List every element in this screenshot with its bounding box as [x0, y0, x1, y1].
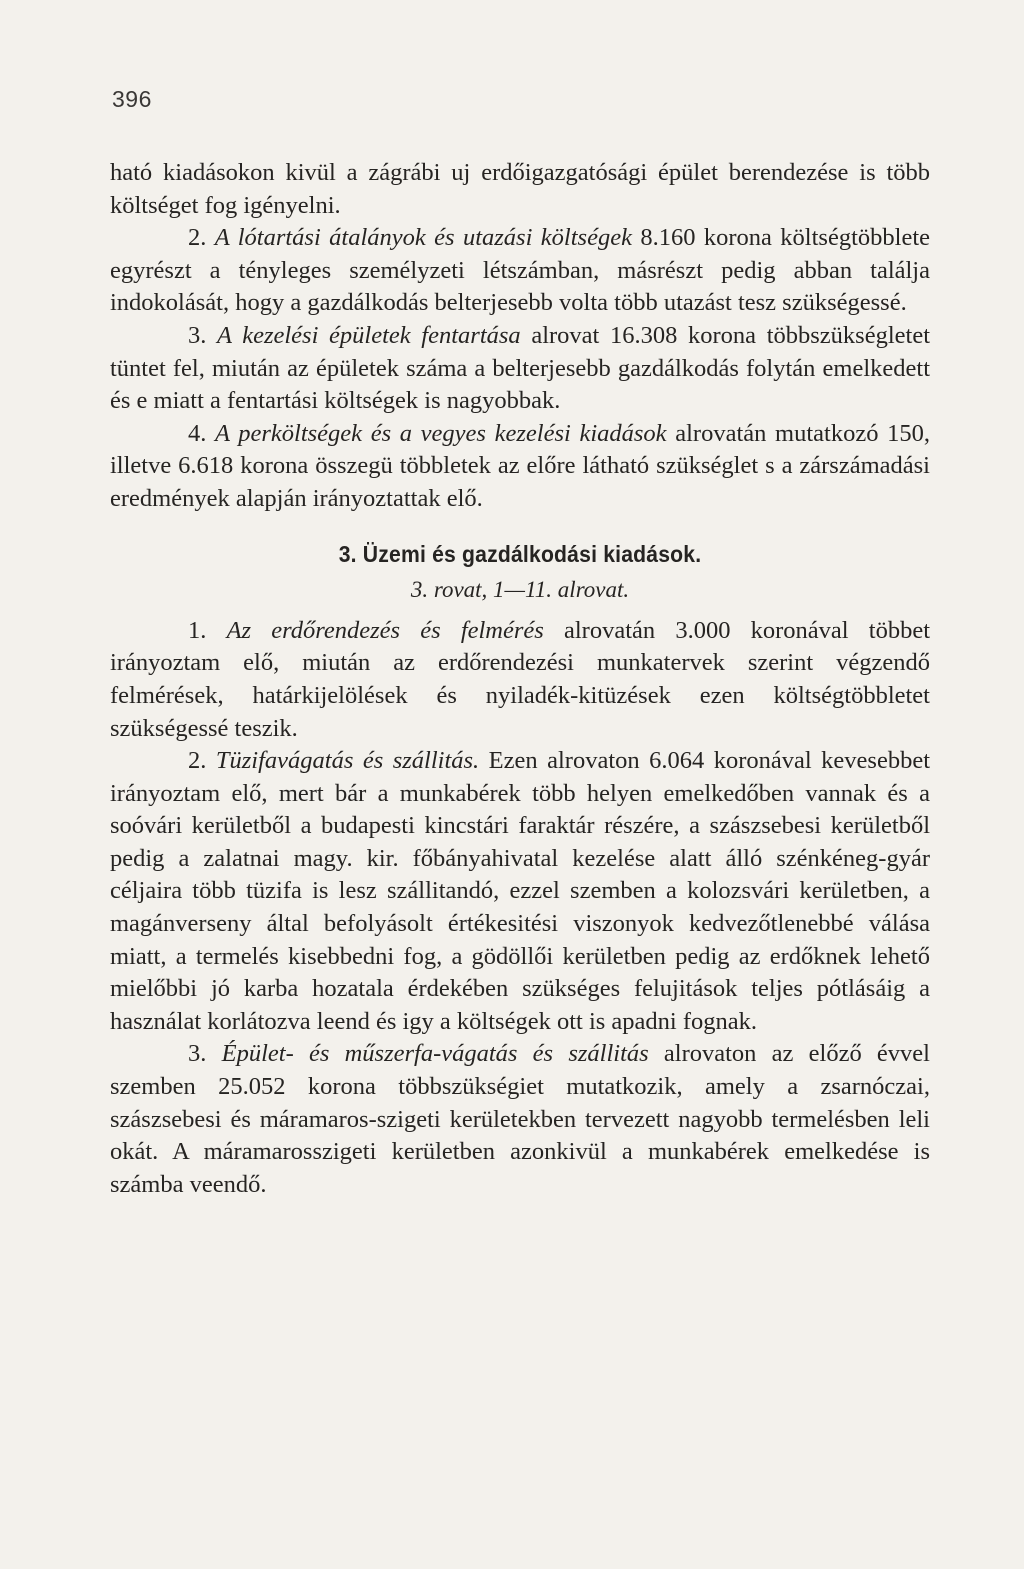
paragraph-3 — [110, 320, 930, 418]
page-number: 396 — [112, 86, 152, 112]
paragraph-2 — [110, 222, 930, 320]
paragraph-text: alrovaton az előző évvel szemben 25.052 korona többszükségiet mutatkozik, amely a zsarnóczai, szászsebesi és máramaros-szigeti kerületekben tervezett nagyobb termelésben leli okát. A máramarosszigeti kerületben azonkivül a munkabérek emelkedése is számba veendő. — [110, 1040, 930, 1198]
paragraph-title: Az erdőrendezés és felmérés — [226, 616, 544, 644]
paragraph-4 — [110, 418, 930, 516]
paragraph-title: A kezelési épületek fentartása — [217, 321, 521, 349]
paragraph-number: 3. — [188, 1040, 207, 1068]
paragraph-number: 2. — [188, 224, 207, 252]
paragraph-text: alrovatán mutatkozó 150, illetve 6.618 korona összegü többletek az előre látható szükséglet s a zárszámadási eredmények alapján irányoztattak elő. — [110, 419, 930, 512]
section-heading: 3. Üzemi és gazdálkodási kiadások. — [338, 540, 702, 567]
section-paragraph-1 — [110, 615, 930, 745]
section-subheading: 3. rovat, 1—11. alrovat. — [410, 577, 630, 603]
paragraph-text: 8.160 korona költségtöbblete egyrészt a tényleges személyzeti létszámban, másrészt pedig abban találja indokolását, hogy a gazdálkodás belterjesebb volta több utazást tesz szükségessé. — [110, 224, 931, 317]
paragraph-text: Ezen alrovaton 6.064 koronával kevesebbet irányoztam elő, mert bár a munkabérek több helyen emelkedőben vannak és a soóvári kerületből a budapesti kincstári faraktár részére, a szászsebesi kerületből pedig a zalatnai magy. kir. főbányahivatal kezelése alatt álló szénkéneg-gyár céljaira több tüzifa is lesz szállitandó, ezzel szemben a kolozsvári kerületben, a magánverseny által befolyásolt értékesitési viszonyok kedvezőtlenebbé válása miatt, a termelés kisebbedni fog, a gödöllői kerületben pedig az erdőknek lehető mielőbbi jó karba hozatala érdekében szükséges felujitások teljes pótlásáig a használat korlátozva leend és igy a költségek ott is apadni fognak. — [110, 747, 931, 1035]
paragraph-title: Tüzifavágatás és szállitás. — [215, 747, 480, 775]
paragraph-number: 4. — [188, 419, 207, 447]
paragraph-title: Épület- és műszerfa-vágatás és szállitás — [221, 1040, 649, 1068]
paragraph-title: A perköltségek és a vegyes kezelési kiadások — [215, 419, 667, 447]
paragraph-title: A lótartási átalányok és utazási költségek — [214, 224, 632, 252]
paragraph-number: 3. — [188, 321, 207, 349]
paragraph-number: 1. — [188, 616, 207, 644]
paragraph-number: 2. — [188, 747, 207, 775]
section-paragraph-2 — [110, 745, 930, 1038]
paragraph-text: alrovatán 3.000 koronával többet irányoztam elő, miután az erdőrendezési munkatervek szerint végzendő felmérések, határkijelölések és nyiladék-kitüzések ezen költségtöbbletet szükségessé teszik. — [110, 616, 931, 742]
paragraph-text: alrovat 16.308 korona többszükségletet tüntet fel, miután az épületek száma a belterjesebb gazdálkodás folytán emelkedett és e miatt a fentartási költségek is nagyobbak. — [110, 321, 930, 415]
page-body — [110, 157, 930, 1201]
section-paragraph-3 — [110, 1038, 930, 1201]
intro-paragraph: ható kiadásokon kivül a zágrábi uj erdőigazgatósági épület berendezése is több költséget fog igényelni. — [110, 159, 930, 219]
